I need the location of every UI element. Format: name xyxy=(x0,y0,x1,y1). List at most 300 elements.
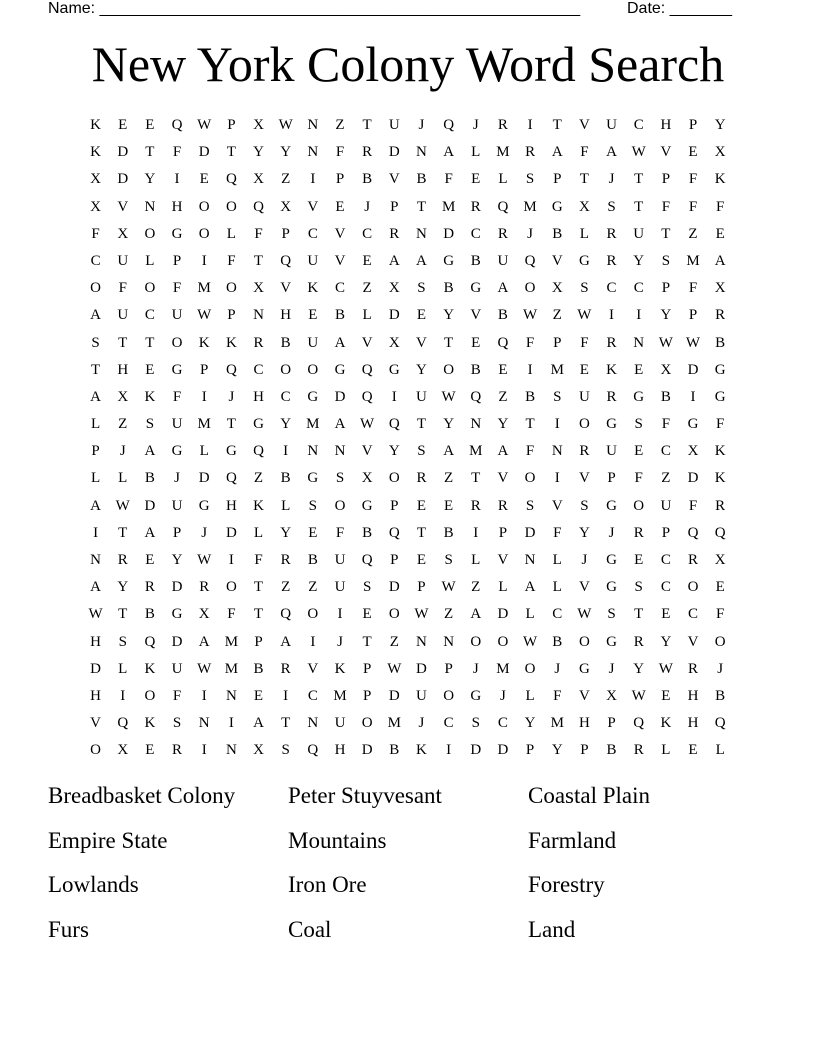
grid-letter: X xyxy=(388,334,400,351)
grid-letter: N xyxy=(443,633,455,650)
grid-letter: O xyxy=(144,225,156,242)
grid-letter: T xyxy=(552,117,562,133)
grid-letter: O xyxy=(225,579,237,596)
grid-letter: I xyxy=(310,633,316,650)
grid-letter: J xyxy=(717,660,724,677)
grid-letter: I xyxy=(201,687,207,704)
grid-letter: F xyxy=(172,144,182,161)
grid-letter: J xyxy=(337,633,343,650)
grid-letter: W xyxy=(88,606,103,623)
grid-letter: Q xyxy=(361,361,373,378)
grid-letter: B xyxy=(362,171,373,188)
grid-letter: T xyxy=(253,606,264,623)
grid-letter: Y xyxy=(551,742,563,759)
grid-letter: H xyxy=(334,742,346,759)
grid-letter: O xyxy=(198,225,210,242)
grid-letter: K xyxy=(198,334,210,351)
grid-letter: Q xyxy=(714,524,726,541)
grid-letter: K xyxy=(714,470,726,487)
grid-letter: Y xyxy=(280,144,292,161)
grid-letter: D xyxy=(117,171,129,188)
grid-letter: C xyxy=(307,687,318,704)
grid-letter: H xyxy=(280,307,292,324)
grid-letter: P xyxy=(172,524,182,541)
grid-letter: W xyxy=(658,660,673,677)
grid-letter: V xyxy=(578,117,590,133)
grid-letter: B xyxy=(280,334,291,351)
grid-letter: L xyxy=(226,225,236,242)
grid-letter: C xyxy=(660,443,671,460)
grid-letter: T xyxy=(444,334,454,351)
grid-letter: O xyxy=(388,470,400,487)
grid-letter: Z xyxy=(308,579,318,596)
grid-letter: Q xyxy=(388,524,400,541)
grid-letter: I xyxy=(201,388,207,405)
grid-letter: M xyxy=(224,633,239,650)
grid-letter: N xyxy=(307,443,319,460)
grid-row xyxy=(82,465,734,492)
grid-letter: V xyxy=(497,470,509,487)
grid-letter: P xyxy=(254,633,263,650)
grid-letter: A xyxy=(497,443,509,460)
grid-letter: P xyxy=(553,171,562,188)
grid-letter: B xyxy=(525,388,536,405)
grid-letter: C xyxy=(280,388,291,405)
grid-letter: S xyxy=(580,280,589,297)
grid-letter: S xyxy=(471,715,480,732)
grid-letter: C xyxy=(90,252,101,269)
grid-letter: T xyxy=(661,225,671,242)
grid-letter: A xyxy=(198,633,210,650)
grid-letter: K xyxy=(144,388,156,405)
grid-letter: F xyxy=(688,171,698,188)
word-bank-item: Empire State xyxy=(48,827,168,853)
grid-letter: D xyxy=(90,660,101,677)
grid-letter: S xyxy=(607,606,616,623)
grid-letter: R xyxy=(633,633,644,650)
grid-letter: I xyxy=(473,524,479,541)
grid-letter: R xyxy=(497,225,508,242)
grid-letter: O xyxy=(714,633,726,650)
word-bank-item: Furs xyxy=(48,916,89,942)
grid-letter: R xyxy=(688,552,699,568)
grid-letter: H xyxy=(90,687,101,704)
grid-letter: O xyxy=(524,660,536,677)
grid-letter: U xyxy=(307,252,319,269)
grid-letter: S xyxy=(335,470,345,487)
word-bank-item: Breadbasket Colony xyxy=(48,783,236,808)
grid-letter: P xyxy=(172,252,182,269)
grid-letter: E xyxy=(145,117,155,133)
grid-letter: L xyxy=(199,443,209,460)
grid-letter: M xyxy=(686,252,700,269)
grid-letter: R xyxy=(606,334,617,351)
grid-letter: E xyxy=(444,497,454,514)
grid-letter: S xyxy=(525,171,535,188)
grid-letter: M xyxy=(441,198,456,215)
grid-letter: V xyxy=(416,334,427,351)
grid-letter: O xyxy=(524,280,536,297)
grid-row xyxy=(82,737,734,764)
grid-row xyxy=(82,384,734,411)
grid-letter: R xyxy=(117,552,128,568)
grid-letter: J xyxy=(418,117,425,133)
grid-letter: U xyxy=(171,497,183,514)
grid-letter: D xyxy=(524,524,536,541)
grid-letter: J xyxy=(228,388,235,405)
grid-letter: O xyxy=(524,470,536,487)
grid-letter: D xyxy=(388,579,400,596)
grid-letter: W xyxy=(577,307,592,324)
grid-letter: T xyxy=(253,252,264,269)
grid-letter: G xyxy=(578,252,590,269)
grid-letter: F xyxy=(661,416,671,433)
grid-letter: T xyxy=(362,117,372,133)
grid-letter: Y xyxy=(253,144,264,161)
grid-letter: M xyxy=(469,443,483,460)
grid-letter: L xyxy=(498,171,508,188)
grid-letter: P xyxy=(362,687,372,704)
grid-row xyxy=(82,411,734,438)
grid-row xyxy=(82,275,734,302)
grid-letter: Z xyxy=(118,416,128,433)
grid-letter: B xyxy=(606,742,617,759)
grid-letter: I xyxy=(391,388,397,405)
grid-letter: P xyxy=(362,660,372,677)
grid-letter: Y xyxy=(578,524,590,541)
grid-letter: R xyxy=(715,497,726,514)
grid-letter: E xyxy=(308,307,318,324)
grid-letter: Y xyxy=(497,416,509,433)
grid-letter: B xyxy=(144,606,155,623)
grid-letter: G xyxy=(606,552,617,568)
grid-row xyxy=(82,302,734,329)
grid-letter: L xyxy=(661,742,671,759)
grid-letter: Z xyxy=(253,470,264,487)
grid-letter: Q xyxy=(253,198,264,215)
grid-letter: Z xyxy=(552,307,562,324)
grid-letter: U xyxy=(497,252,509,269)
grid-letter: B xyxy=(416,171,427,188)
grid-letter: U xyxy=(117,252,129,269)
grid-letter: P xyxy=(444,660,453,677)
grid-letter: G xyxy=(307,470,319,487)
grid-letter: A xyxy=(90,497,101,514)
grid-letter: B xyxy=(280,470,291,487)
grid-letter: S xyxy=(91,334,100,351)
grid-letter: P xyxy=(553,334,562,351)
grid-row xyxy=(82,574,734,601)
grid-letter: P xyxy=(281,225,290,242)
grid-letter: K xyxy=(253,497,264,514)
grid-letter: F xyxy=(227,606,236,623)
grid-letter: P xyxy=(335,171,345,188)
grid-letter: E xyxy=(715,225,725,242)
grid-letter: V xyxy=(90,715,101,732)
grid-letter: U xyxy=(416,687,427,704)
grid-letter: R xyxy=(606,225,617,242)
grid-letter: I xyxy=(337,606,343,623)
grid-letter: V xyxy=(334,225,346,242)
grid-letter: C xyxy=(606,280,617,297)
grid-letter: D xyxy=(144,497,156,514)
grid-letter: R xyxy=(688,660,699,677)
grid-letter: T xyxy=(118,606,128,623)
grid-letter: W xyxy=(685,334,701,351)
grid-letter: O xyxy=(334,497,346,514)
grid-letter: T xyxy=(253,579,264,596)
grid-letter: H xyxy=(687,715,699,732)
grid-letter: Z xyxy=(444,470,454,487)
grid-letter: B xyxy=(715,687,726,704)
grid-letter: N xyxy=(90,552,101,568)
grid-letter: V xyxy=(334,252,346,269)
grid-letter: Z xyxy=(661,470,671,487)
grid-letter: O xyxy=(144,687,156,704)
grid-letter: I xyxy=(690,388,696,405)
grid-letter: E xyxy=(362,606,372,623)
grid-letter: V xyxy=(388,171,400,188)
grid-letter: J xyxy=(119,443,126,460)
grid-letter: G xyxy=(470,687,482,704)
grid-letter: Q xyxy=(117,715,129,732)
grid-letter: T xyxy=(634,606,644,623)
grid-letter: Q xyxy=(307,742,319,759)
grid-letter: V xyxy=(470,307,482,324)
grid-letter: A xyxy=(551,144,563,161)
grid-letter: V xyxy=(497,552,509,568)
grid-letter: F xyxy=(716,416,725,433)
grid-letter: X xyxy=(198,606,210,623)
grid-letter: A xyxy=(606,144,617,161)
grid-letter: W xyxy=(522,307,538,324)
grid-letter: R xyxy=(715,307,726,324)
grid-letter: S xyxy=(580,497,589,514)
grid-row xyxy=(82,493,734,520)
grid-letter: T xyxy=(145,144,155,161)
grid-letter: Q xyxy=(633,715,645,732)
grid-letter: E xyxy=(471,171,481,188)
grid-letter: K xyxy=(144,660,156,677)
grid-letter: D xyxy=(497,742,509,759)
grid-letter: K xyxy=(660,715,672,732)
grid-letter: S xyxy=(362,579,372,596)
header-line xyxy=(48,0,748,20)
grid-letter: M xyxy=(496,144,510,161)
grid-letter: O xyxy=(225,198,237,215)
grid-letter: R xyxy=(606,252,617,269)
grid-letter: T xyxy=(226,144,236,161)
grid-letter: Z xyxy=(498,388,508,405)
grid-letter: R xyxy=(362,144,373,161)
grid-letter: B xyxy=(497,307,508,324)
grid-letter: M xyxy=(550,361,564,378)
grid-letter: A xyxy=(416,252,427,269)
grid-row xyxy=(82,547,734,574)
grid-letter: W xyxy=(197,660,212,677)
grid-letter: D xyxy=(687,361,699,378)
grid-letter: I xyxy=(174,171,180,188)
grid-letter: O xyxy=(90,280,101,297)
grid-letter: S xyxy=(145,416,155,433)
grid-letter: G xyxy=(606,416,617,433)
grid-letter: Q xyxy=(388,416,400,433)
grid-letter: K xyxy=(606,361,617,378)
grid-letter: G xyxy=(171,606,183,623)
grid-letter: H xyxy=(225,497,237,514)
grid-row xyxy=(82,683,734,710)
grid-letter: U xyxy=(334,552,346,568)
grid-letter: G xyxy=(714,361,726,378)
grid-letter: T xyxy=(362,633,372,650)
grid-letter: P xyxy=(390,552,399,568)
grid-letter: P xyxy=(498,524,508,541)
grid-letter: Y xyxy=(443,416,455,433)
word-bank-item: Peter Stuyvesant xyxy=(288,783,442,808)
grid-letter: V xyxy=(660,144,672,161)
grid-letter: J xyxy=(527,225,533,242)
grid-letter: O xyxy=(443,687,455,704)
grid-letter: W xyxy=(631,687,646,704)
grid-row xyxy=(82,221,734,248)
grid-letter: C xyxy=(362,225,373,242)
grid-row xyxy=(82,248,734,275)
grid-letter: U xyxy=(606,443,617,460)
grid-letter: Q xyxy=(443,117,455,133)
grid-letter: T xyxy=(525,416,535,433)
grid-letter: P xyxy=(688,307,698,324)
grid-letter: R xyxy=(416,470,427,487)
grid-letter: Z xyxy=(335,117,345,133)
grid-letter: A xyxy=(470,606,482,623)
grid-letter: P xyxy=(607,470,616,487)
grid-letter: E xyxy=(688,742,698,759)
grid-letter: S xyxy=(553,388,562,405)
grid-letter: Q xyxy=(280,252,292,269)
grid-letter: L xyxy=(118,660,128,677)
grid-letter: U xyxy=(171,307,183,324)
grid-letter: H xyxy=(578,715,590,732)
grid-letter: E xyxy=(471,334,481,351)
grid-letter: A xyxy=(334,416,346,433)
grid-letter: W xyxy=(387,660,402,677)
grid-letter: R xyxy=(470,497,481,514)
grid-letter: O xyxy=(171,334,183,351)
grid-letter: T xyxy=(118,334,128,351)
grid-letter: F xyxy=(227,252,236,269)
grid-letter: L xyxy=(471,552,481,568)
grid-letter: R xyxy=(253,334,264,351)
grid-letter: V xyxy=(687,633,699,650)
grid-letter: R xyxy=(389,225,400,242)
grid-letter: E xyxy=(416,497,427,514)
grid-letter: W xyxy=(197,552,212,568)
grid-letter: A xyxy=(388,252,400,269)
grid-letter: Q xyxy=(144,633,156,650)
grid-letter: G xyxy=(334,361,346,378)
grid-letter: Y xyxy=(280,416,292,433)
grid-letter: N xyxy=(416,633,427,650)
grid-letter: O xyxy=(361,715,373,732)
grid-letter: F xyxy=(172,687,182,704)
grid-letter: A xyxy=(90,307,101,324)
grid-letter: W xyxy=(441,579,456,596)
grid-row xyxy=(82,656,734,683)
grid-letter: F xyxy=(688,497,698,514)
grid-letter: O xyxy=(633,497,645,514)
grid-letter: G xyxy=(171,361,183,378)
grid-letter: F xyxy=(661,198,671,215)
grid-letter: S xyxy=(172,715,182,732)
grid-letter: J xyxy=(554,660,561,677)
grid-letter: X xyxy=(361,470,373,487)
grid-letter: N xyxy=(334,443,346,460)
grid-letter: E xyxy=(145,552,155,568)
grid-letter: W xyxy=(197,117,212,133)
grid-letter: C xyxy=(660,552,671,568)
grid-letter: Z xyxy=(444,606,454,623)
grid-letter: A xyxy=(524,579,536,596)
grid-letter: J xyxy=(500,687,506,704)
grid-letter: W xyxy=(197,307,212,324)
grid-letter: N xyxy=(524,552,536,568)
grid-letter: B xyxy=(715,334,726,351)
grid-letter: V xyxy=(117,198,129,215)
grid-letter: U xyxy=(606,117,617,133)
grid-letter: D xyxy=(225,524,237,541)
grid-letter: J xyxy=(364,198,371,215)
grid-letter: F xyxy=(580,334,589,351)
grid-letter: M xyxy=(197,416,211,433)
grid-letter: Q xyxy=(225,171,237,188)
grid-letter: Q xyxy=(280,606,292,623)
grid-letter: J xyxy=(174,470,180,487)
grid-letter: Q xyxy=(497,198,509,215)
grid-letter: S xyxy=(444,552,453,568)
grid-letter: D xyxy=(470,742,482,759)
grid-letter: G xyxy=(171,443,183,460)
grid-letter: H xyxy=(660,117,672,133)
grid-letter: N xyxy=(307,117,319,133)
grid-letter: B xyxy=(362,524,373,541)
grid-letter: M xyxy=(523,198,537,215)
grid-letter: D xyxy=(388,307,400,324)
grid-letter: E xyxy=(715,579,725,596)
grid-letter: Q xyxy=(524,252,536,269)
grid-letter: E xyxy=(253,687,264,704)
grid-letter: N xyxy=(416,225,427,242)
grid-letter: C xyxy=(660,579,671,596)
grid-letter: J xyxy=(472,660,479,677)
grid-row xyxy=(82,438,734,465)
grid-letter: Q xyxy=(253,443,264,460)
grid-letter: B xyxy=(443,524,454,541)
grid-letter: K xyxy=(225,334,237,351)
grid-letter: T xyxy=(416,198,427,215)
grid-letter: D xyxy=(497,606,509,623)
grid-letter: Q xyxy=(225,470,237,487)
grid-letter: E xyxy=(688,144,698,161)
grid-letter: G xyxy=(198,497,210,514)
grid-letter: Y xyxy=(524,715,536,732)
grid-letter: U xyxy=(416,388,427,405)
grid-letter: G xyxy=(253,416,264,433)
word-bank xyxy=(48,780,768,958)
grid-letter: N xyxy=(198,715,210,732)
grid-letter: P xyxy=(227,307,236,324)
grid-letter: T xyxy=(226,416,236,433)
grid-letter: T xyxy=(471,470,481,487)
